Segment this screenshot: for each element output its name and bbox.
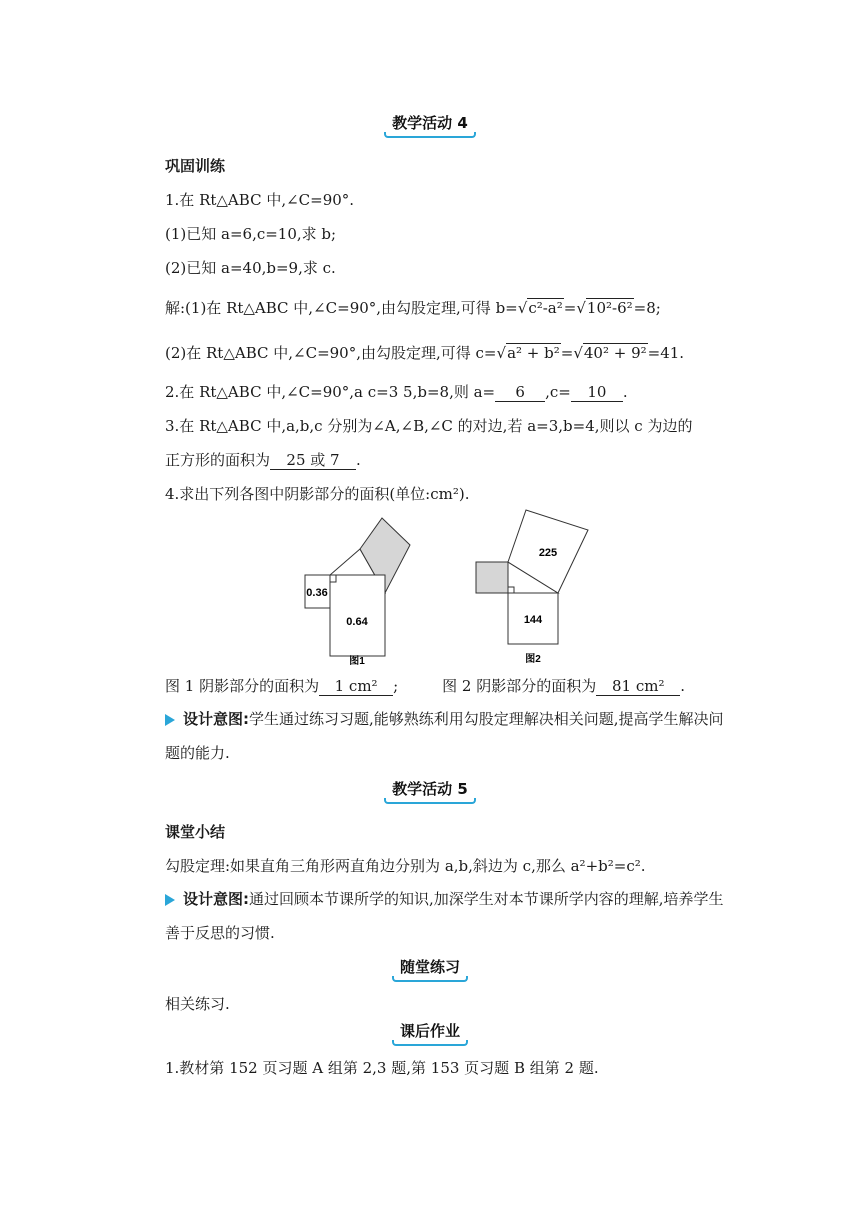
solution-1-result: =8; xyxy=(633,299,661,317)
question-3-end: . xyxy=(356,451,361,469)
question-3-text: 正方形的面积为 xyxy=(165,451,271,469)
homework-text: 1.教材第 152 页习题 A 组第 2,3 题,第 153 页习题 B 组第 2 题. xyxy=(165,1059,599,1077)
design-intent-text: 学生通过练习习题,能够熟练利用勾股定理解决相关问题,提高学生解决问题的能力. xyxy=(165,710,724,762)
section-title-activity4 xyxy=(0,112,860,136)
label-small-area: 0.36 xyxy=(306,587,328,599)
answer-blank-a: 6 xyxy=(495,383,545,402)
answer-blank-area: 25 或 7 xyxy=(270,451,356,470)
sqrt-sign: √ xyxy=(573,344,583,362)
solution-2-text: (2)在 Rt△ABC 中,∠C=90°,由勾股定理,可得 c= xyxy=(165,344,497,362)
answer-blank-c: 10 xyxy=(571,383,623,402)
solution-1-text: 解:(1)在 Rt△ABC 中,∠C=90°,由勾股定理,可得 b= xyxy=(165,299,518,317)
section-title-activity5 xyxy=(0,778,860,802)
equals: = xyxy=(563,299,577,317)
shaded-square xyxy=(476,562,508,593)
question-2-text: 2.在 Rt△ABC 中,∠C=90°,a c=3 5,b=8,则 a= xyxy=(165,383,496,401)
label-top-area: 225 xyxy=(538,547,558,559)
question-2 xyxy=(165,382,628,402)
sqrt-expression: a² + b² xyxy=(507,344,560,362)
section-title-text: 随堂练习 xyxy=(394,956,466,980)
design-intent-label: 设计意图: xyxy=(183,710,249,728)
solution-2 xyxy=(165,343,684,363)
sqrt-sign: √ xyxy=(496,344,507,362)
question-4: 4.求出下列各图中阴影部分的面积(单位:cm²). xyxy=(165,485,470,503)
answers-figures xyxy=(165,676,685,696)
sqrt-expression: 10²-6² xyxy=(586,299,633,317)
summary-text: 勾股定理:如果直角三角形两直角边分别为 a,b,斜边为 c,那么 a²+b²=c². xyxy=(165,857,646,875)
sqrt-sign: √ xyxy=(517,299,528,317)
question-1-part-1: (1)已知 a=6,c=10,求 b; xyxy=(165,225,337,243)
section-title-practice xyxy=(0,956,860,980)
section-title-text: 教学活动 5 xyxy=(386,778,474,802)
play-triangle-icon xyxy=(165,894,175,906)
practice-text: 相关练习. xyxy=(165,995,230,1013)
fig2-answer-text: 图 2 阴影部分的面积为 xyxy=(442,677,597,695)
fig2-answer-end: . xyxy=(680,677,686,695)
design-intent-1 xyxy=(165,702,731,770)
section-title-text: 教学活动 4 xyxy=(386,112,474,136)
section-title-text: 课后作业 xyxy=(394,1020,466,1044)
fig1-answer-end: ; xyxy=(393,677,399,695)
figure-1-caption: 图1 xyxy=(349,656,365,667)
question-1: 1.在 Rt△ABC 中,∠C=90°. xyxy=(165,191,355,209)
subheading-consolidation: 巩固训练 xyxy=(165,157,226,175)
label-bottom-area: 144 xyxy=(523,614,543,626)
answer-blank-fig1: 1 cm² xyxy=(319,677,393,696)
question-3-line-2 xyxy=(165,450,361,470)
solution-2-result: =41. xyxy=(647,344,685,362)
design-intent-text: 通过回顾本节课所学的知识,加深学生对本节课所学内容的理解,培养学生善于反思的习惯. xyxy=(165,890,724,942)
equals: = xyxy=(560,344,574,362)
figure-1 xyxy=(300,512,420,667)
question-1-part-2: (2)已知 a=40,b=9,求 c. xyxy=(165,259,336,277)
figure-2-caption: 图2 xyxy=(525,654,541,665)
design-intent-label: 设计意图: xyxy=(183,890,249,908)
sqrt-expression: c²-a² xyxy=(528,299,563,317)
answer-blank-fig2: 81 cm² xyxy=(596,677,680,696)
question-2-end: . xyxy=(622,383,628,401)
play-triangle-icon xyxy=(165,714,175,726)
question-2-mid: ,c= xyxy=(545,383,571,401)
design-intent-2 xyxy=(165,882,731,950)
section-title-homework xyxy=(0,1020,860,1044)
fig1-answer-text: 图 1 阴影部分的面积为 xyxy=(165,677,320,695)
figure-2 xyxy=(468,506,598,666)
label-bottom-area: 0.64 xyxy=(346,616,368,628)
sqrt-sign: √ xyxy=(576,299,586,317)
question-3-line-1: 3.在 Rt△ABC 中,a,b,c 分别为∠A,∠B,∠C 的对边,若 a=3,b=4,则以 c 为边的 xyxy=(165,417,693,435)
subheading-summary: 课堂小结 xyxy=(165,823,226,841)
solution-1 xyxy=(165,298,661,318)
sqrt-expression: 40² + 9² xyxy=(583,344,647,362)
